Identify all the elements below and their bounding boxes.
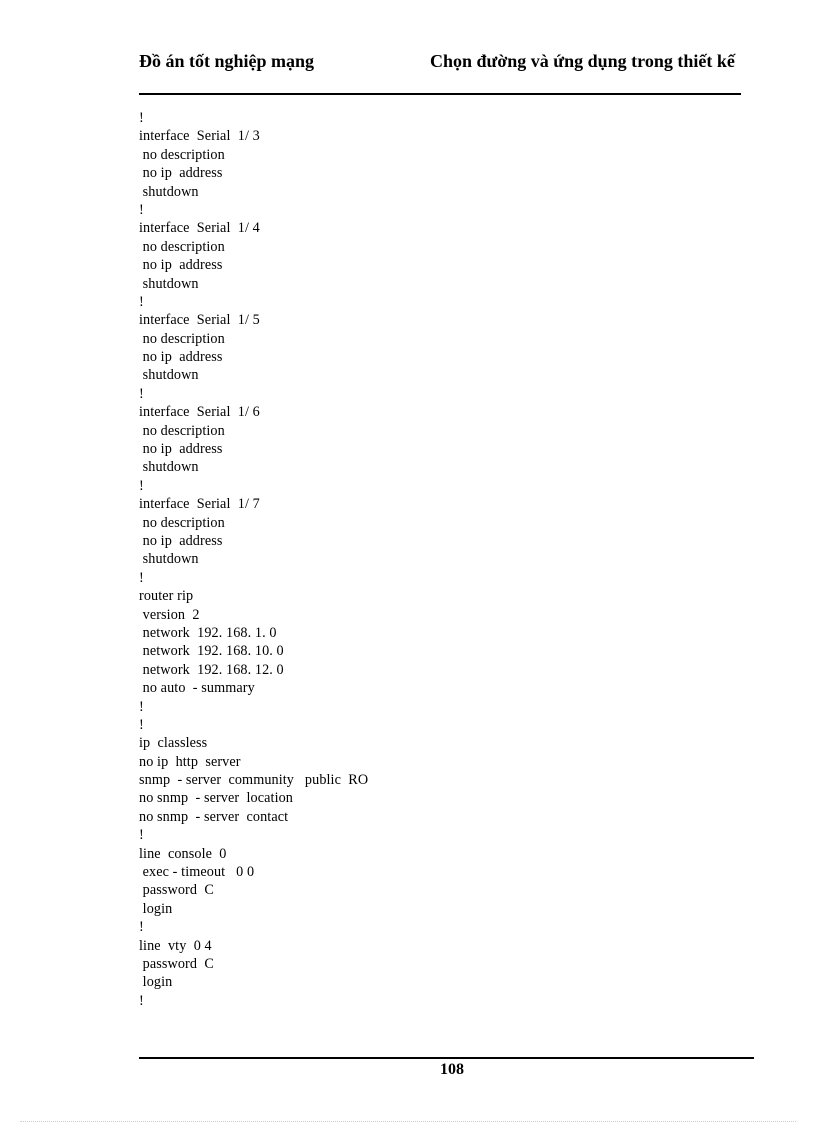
config-line: no description [139, 238, 225, 255]
config-line: no snmp - server location [139, 790, 293, 807]
config-line: ! [139, 698, 144, 715]
config-line: no ip http server [139, 753, 241, 770]
footer-divider [139, 1057, 754, 1059]
config-line: no description [139, 514, 225, 531]
config-line: ! [139, 569, 144, 586]
config-line: ! [139, 827, 144, 844]
config-line: no ip address [139, 441, 223, 458]
config-line: no description [139, 146, 225, 163]
config-line: shutdown [139, 275, 199, 292]
config-line: ! [139, 293, 144, 310]
config-line: line vty 0 4 [139, 937, 212, 954]
header-divider [139, 93, 741, 95]
config-line: ! [139, 919, 144, 936]
config-line: network 192. 168. 10. 0 [139, 643, 284, 660]
config-line: interface Serial 1/ 7 [139, 496, 260, 513]
config-line: password C [139, 882, 214, 899]
config-line: ! [139, 201, 144, 218]
page-number: 108 [440, 1061, 464, 1078]
config-line: no description [139, 330, 225, 347]
router-config-listing [139, 109, 699, 1010]
config-line: shutdown [139, 367, 199, 384]
config-line: snmp - server community public RO [139, 772, 369, 789]
config-line: interface Serial 1/ 3 [139, 128, 260, 145]
config-line: no ip address [139, 532, 223, 549]
config-line: shutdown [139, 459, 199, 476]
document-header-right-title: Chọn đường và ứng dụng trong thiết kế [430, 51, 735, 71]
config-line: line console 0 [139, 845, 227, 862]
config-line: ! [139, 716, 144, 733]
page-edge-divider [20, 1121, 796, 1122]
config-line: no snmp - server contact [139, 808, 289, 825]
config-line: no ip address [139, 257, 223, 274]
config-line: shutdown [139, 183, 199, 200]
document-header-left-title: Đồ án tốt nghiệp mạng [139, 51, 315, 71]
config-line: shutdown [139, 551, 199, 568]
config-line: no ip address [139, 349, 223, 366]
config-line: version 2 [139, 606, 200, 623]
config-line: network 192. 168. 1. 0 [139, 624, 277, 641]
config-line: network 192. 168. 12. 0 [139, 661, 284, 678]
config-line: no auto - summary [139, 680, 255, 697]
config-line: ! [139, 992, 144, 1009]
config-line: password C [139, 955, 214, 972]
config-line: exec - timeout 0 0 [139, 864, 255, 881]
config-line: login [139, 900, 173, 917]
config-line: interface Serial 1/ 6 [139, 404, 260, 421]
config-line: no description [139, 422, 225, 439]
config-line: ! [139, 477, 144, 494]
config-line: interface Serial 1/ 4 [139, 220, 260, 237]
config-line: ! [139, 385, 144, 402]
config-line: router rip [139, 588, 194, 605]
config-line: ip classless [139, 735, 208, 752]
config-line: ! [139, 110, 144, 126]
config-line: no ip address [139, 165, 223, 182]
config-line: login [139, 974, 173, 991]
config-line: interface Serial 1/ 5 [139, 312, 260, 329]
